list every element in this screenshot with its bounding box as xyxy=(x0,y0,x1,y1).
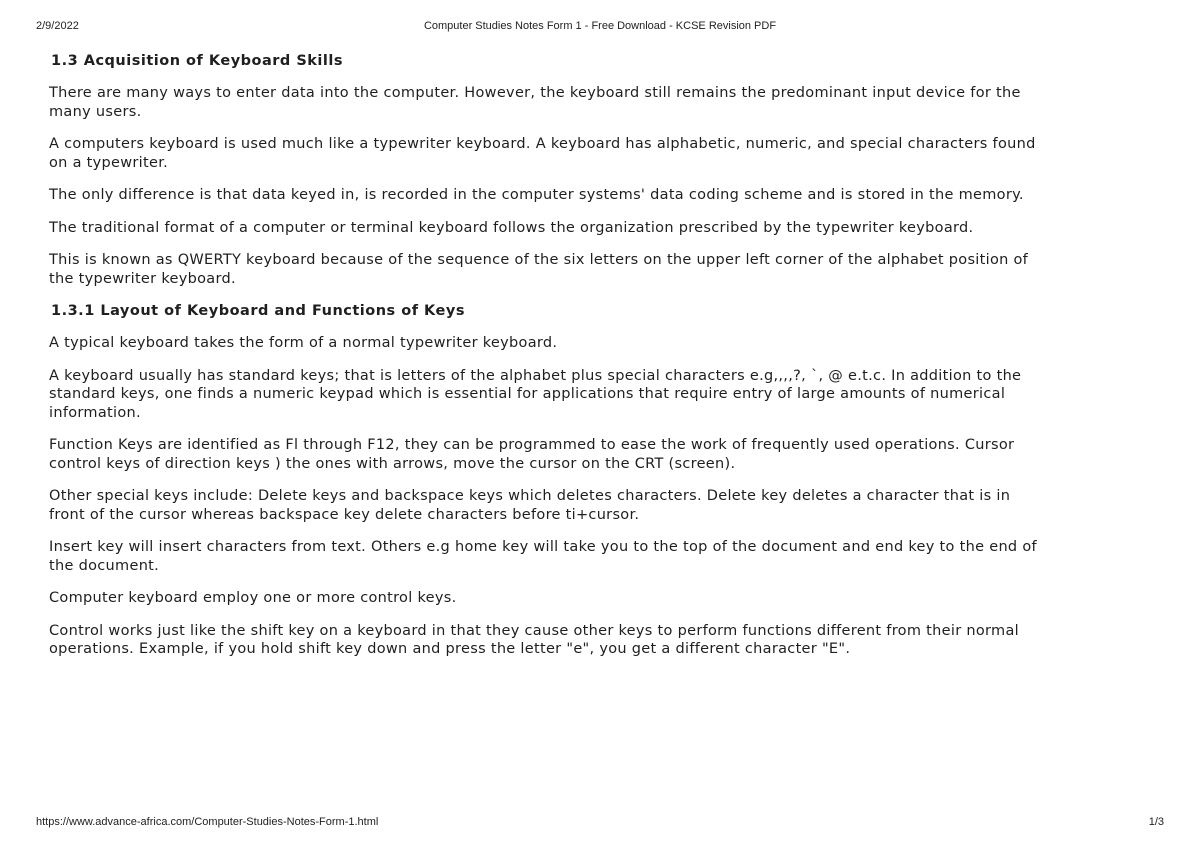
subsection-heading: 1.3.1 Layout of Keyboard and Functions of Keys xyxy=(51,303,465,319)
paragraph: The only difference is that data keyed in, is recorded in the computer systems' data coding scheme and is stored in the memory. xyxy=(49,187,1024,203)
paragraph: Computer keyboard employ one or more control keys. xyxy=(49,590,457,606)
paragraph: A typical keyboard takes the form of a normal typewriter keyboard. xyxy=(49,335,558,351)
paragraph: Function Keys are identified as Fl through F12, they can be programmed to ease the work of frequently used operations. Cursor control keys of direction keys ) the ones with arrows, move the cursor on the CRT (screen). xyxy=(49,437,1015,472)
page-url: https://www.advance-africa.com/Computer-Studies-Notes-Form-1.html xyxy=(36,816,379,828)
paragraph: Insert key will insert characters from text. Others e.g home key will take you to the top of the document and end key to the end of the document. xyxy=(49,539,1037,574)
section-heading: 1.3 Acquisition of Keyboard Skills xyxy=(51,53,343,69)
paragraph: Other special keys include: Delete keys and backspace keys which deletes characters. Delete key deletes a character that is in front of the cursor whereas backspace key delete characters before ti+cursor. xyxy=(49,488,1011,523)
paragraph: A computers keyboard is used much like a typewriter keyboard. A keyboard has alphabetic, numeric, and special characters found on a typewriter. xyxy=(49,136,1036,171)
print-footer xyxy=(36,816,1164,832)
print-date: 2/9/2022 xyxy=(36,20,79,32)
document-content xyxy=(49,48,1049,673)
paragraph: The traditional format of a computer or terminal keyboard follows the organization prescribed by the typewriter keyboard. xyxy=(49,219,974,236)
print-header xyxy=(36,20,1164,36)
paragraph: This is known as QWERTY keyboard because of the sequence of the six letters on the upper left corner of the alphabet position of the typewriter keyboard. xyxy=(49,252,1029,287)
page-number: 1/3 xyxy=(1148,816,1164,828)
paragraph: Control works just like the shift key on a keyboard in that they cause other keys to perform functions different from their normal operations. Example, if you hold shift key down and press the letter "e", you get a different character "E". xyxy=(49,622,1019,657)
paragraph: There are many ways to enter data into the computer. However, the keyboard still remains the predominant input device for the many users. xyxy=(49,85,1021,120)
paragraph: A keyboard usually has standard keys; that is letters of the alphabet plus special characters e.g,,,,?, `, @ e.t.c. In addition to the standard keys, one finds a numeric keypad which is essential for applications that require entry of large amounts of numerical information. xyxy=(49,367,1022,421)
document-title: Computer Studies Notes Form 1 - Free Download - KCSE Revision PDF xyxy=(423,20,777,32)
